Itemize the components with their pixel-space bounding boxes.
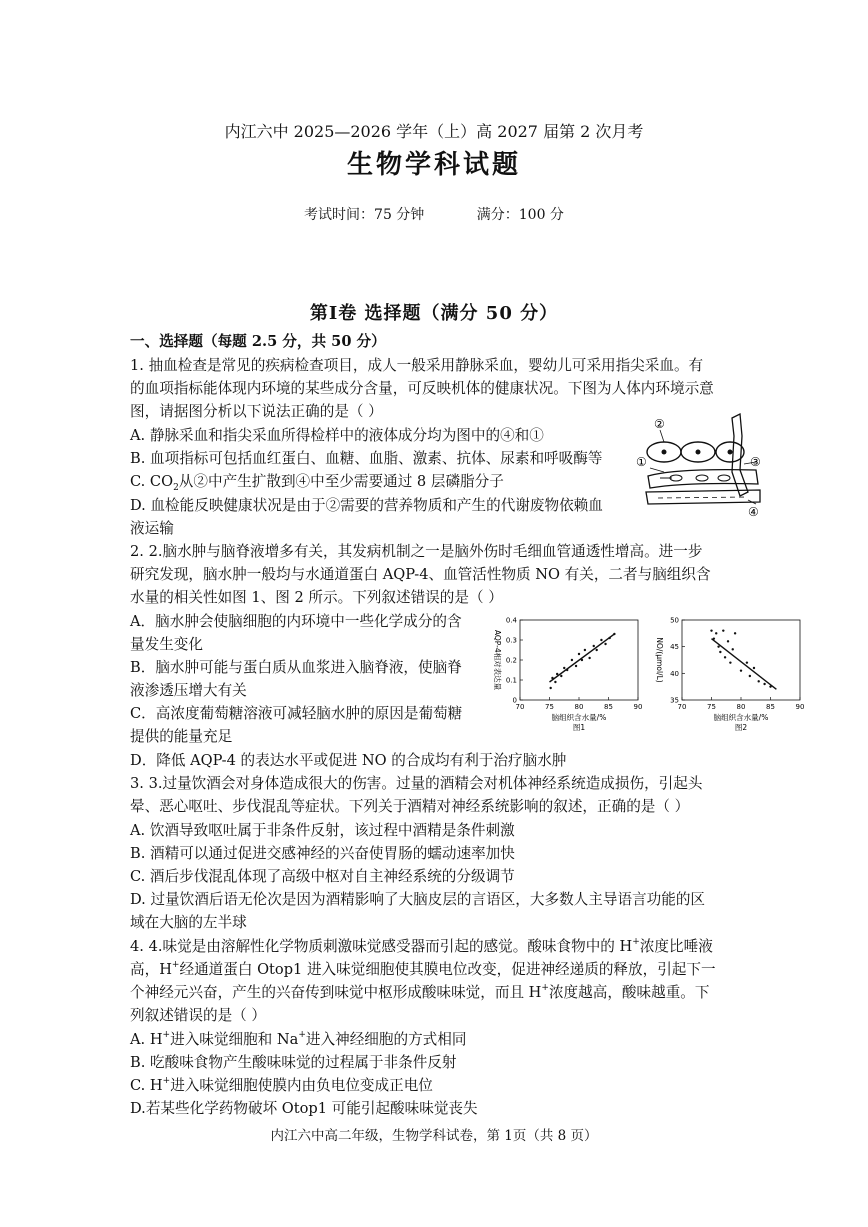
y-tick-label: 40: [670, 669, 679, 678]
q2-option-a-cont: 量发生变化: [130, 636, 203, 653]
exam-time: 考试时间：75 分钟: [304, 207, 425, 223]
data-point: [710, 629, 712, 631]
q1-stem-line: 图，请据图分析以下说法正确的是（ ）: [130, 403, 383, 420]
q4-stem-line: 个神经元兴奋，产生的兴奋传到味觉中枢形成酸味味觉，而且 H+浓度越高，酸味越重。下: [130, 983, 710, 1001]
exam-score: 满分：100 分: [476, 207, 564, 223]
data-point: [717, 645, 719, 647]
page-footer: 内江六中高二年级，生物学科试卷，第 1页（共 8 页）: [270, 1128, 598, 1144]
q2-option-a: A．脑水肿会使脑细胞的内环境中一些化学成分的含: [130, 613, 462, 630]
q2-stem-line: 2. 2.脑水肿与脑脊液增多有关，其发病机制之一是脑外伤时毛细血管通透性增高。进一步: [130, 543, 703, 560]
trend-line: [712, 639, 777, 690]
x-axis-label: 脑组织含水量/%: [713, 713, 769, 722]
data-point: [763, 683, 765, 685]
x-axis-label: 脑组织含水量/%: [551, 713, 607, 722]
chart-title: 图1: [572, 723, 586, 732]
q2-option-d: D．降低 AQP-4 的表达水平或促进 NO 的合成均有利于治疗脑水肿: [130, 752, 567, 769]
q2-stem-line: 研究发现，脑水肿一般均与水通道蛋白 AQP-4、血管活性物质 NO 有关，二者与脑组织含: [130, 566, 711, 583]
data-point: [571, 659, 573, 661]
x-tick-label: 90: [795, 703, 805, 711]
q3-stem-line: 晕、恶心呕吐、步伐混乱等症状。下列关于酒精对神经系统影响的叙述，正确的是（ ）: [130, 798, 690, 815]
data-point: [584, 649, 586, 651]
x-tick-label: 85: [604, 703, 613, 711]
data-point: [727, 640, 729, 642]
data-point: [593, 645, 595, 647]
data-point: [554, 681, 556, 683]
q1-option-d-cont: 液运输: [130, 520, 174, 537]
q1-stem-line: 的血项指标能体现内环境的某些成分含量，可反映机体的健康状况。下图为人体内环境示意: [130, 380, 714, 397]
y-axis-label: NO/(μmol/L): [655, 637, 664, 683]
data-point: [749, 675, 751, 677]
q4-stem-line: 高，H+经通道蛋白 Otop1 进入味觉细胞使其膜电位改变，促进神经递质的释放，引起下一: [130, 960, 716, 978]
y-tick-label: 50: [670, 616, 679, 625]
data-point: [746, 661, 748, 663]
chart-title: 图2: [734, 723, 748, 732]
q3-option-c: C. 酒后步伐混乱体现了高级中枢对自主神经系统的分级调节: [130, 868, 515, 885]
data-point: [758, 680, 760, 682]
diagram-label-1: ①: [636, 455, 647, 469]
q1-option-d: D. 血检能反映健康状况是由于②需要的营养物质和产生的代谢废物依赖血: [130, 497, 603, 514]
x-tick-label: 80: [736, 703, 746, 711]
y-axis-label: AQP-4相对表达量: [493, 629, 502, 691]
x-tick-label: 75: [707, 703, 716, 711]
chart-figure-2: [648, 612, 808, 732]
section-title: 第Ⅰ卷 选择题（满分 50 分）: [309, 303, 559, 324]
q2-option-c: C．高浓度葡萄糖溶液可减轻脑水肿的原因是葡萄糖: [130, 705, 463, 722]
diagram-label-4: ④: [748, 505, 759, 519]
data-point: [600, 639, 602, 641]
data-point: [729, 661, 731, 663]
q3-option-d: D. 过量饮酒后语无伦次是因为酒精影响了大脑皮层的言语区，大多数人主导语言功能的区: [130, 891, 706, 908]
x-tick-label: 70: [515, 703, 525, 711]
diagram-label-2: ②: [654, 417, 665, 431]
q1-option-c: C. $CO_2$从②中产生扩散到④中至少需要通过 8 层磷脂分子: [130, 473, 504, 493]
q1-option-a: A. 静脉采血和指尖采血所得检样中的液体成分均为图中的④和①: [130, 427, 544, 444]
data-point: [715, 632, 717, 634]
q1-stem-line: 1. 抽血检查是常见的疾病检查项目，成人一般采用静脉采血，婴幼儿可采用指尖采血。有: [130, 357, 704, 374]
data-point: [734, 632, 736, 634]
data-point: [575, 665, 577, 667]
y-tick-label: 0.1: [505, 676, 517, 685]
x-tick-label: 70: [677, 703, 687, 711]
school-header: 内江六中 2025—2026 学年（上）高 2027 届第 2 次月考: [224, 122, 644, 141]
q3-option-d-cont: 域在大脑的左半球: [130, 914, 247, 931]
q1-option-b: B. 血项指标可包括血红蛋白、血糖、血脂、激素、抗体、尿素和呼吸酶等: [130, 450, 603, 467]
y-tick-label: 0.2: [505, 656, 517, 665]
diagram-label-3: ③: [750, 455, 761, 469]
plot-frame: [682, 620, 800, 700]
data-point: [578, 653, 580, 655]
q4-option-d: D.若某些化学药物破坏 Otop1 可能引起酸味味觉丧失: [130, 1100, 478, 1117]
q4-stem-line: 列叙述错误的是（ ）: [130, 1007, 266, 1024]
trend-line: [550, 634, 615, 682]
data-point: [724, 656, 726, 658]
q2-option-b-cont: 液渗透压增大有关: [130, 682, 247, 699]
y-tick-label: 45: [670, 643, 679, 652]
q2-stem-line: 水量的相关性如图 1、图 2 所示。下列叙述错误的是（ ）: [130, 589, 503, 606]
x-tick-label: 85: [766, 703, 775, 711]
data-point: [604, 643, 606, 645]
chart-figure-1: [486, 612, 646, 732]
data-point: [563, 667, 565, 669]
data-point: [596, 649, 598, 651]
q3-option-b: B. 酒精可以通过促进交感神经的兴奋使胃肠的蠕动速率加快: [130, 845, 515, 862]
data-point: [732, 648, 734, 650]
q4-option-c: C. H+进入味觉细胞使膜内由负电位变成正电位: [130, 1076, 433, 1094]
data-point: [719, 651, 721, 653]
y-tick-label: 35: [670, 696, 679, 705]
data-point: [722, 629, 724, 631]
q3-option-a: A. 饮酒导致呕吐属于非条件反射，该过程中酒精是条件刺激: [130, 822, 515, 839]
subject-title: 生物学科试题: [346, 150, 521, 180]
data-point: [740, 669, 742, 671]
exam-meta: [0, 204, 868, 227]
y-tick-label: 0: [512, 696, 517, 705]
q2-option-b: B．脑水肿可能与蛋白质从血浆进入脑脊液，使脑脊: [130, 659, 462, 676]
y-tick-label: 0.4: [505, 616, 517, 625]
data-point: [560, 675, 562, 677]
x-tick-label: 75: [545, 703, 554, 711]
q4-option-b: B. 吃酸味食物产生酸味味觉的过程属于非条件反射: [130, 1054, 457, 1071]
data-point: [549, 687, 551, 689]
x-tick-label: 90: [633, 703, 643, 711]
data-point: [588, 657, 590, 659]
part-title: 一、选择题（每题 2.5 分，共 50 分）: [130, 333, 386, 350]
data-point: [753, 667, 755, 669]
q4-stem-line: 4. 4.味觉是由溶解性化学物质刺激味觉感受器而引起的感觉。酸味食物中的 H+浓度比唾液: [130, 937, 713, 955]
q4-option-a: A. H+进入味觉细胞和 Na+进入神经细胞的方式相同: [130, 1030, 467, 1048]
internal-environment-diagram: [636, 412, 772, 520]
y-tick-label: 0.3: [505, 636, 517, 645]
q3-stem-line: 3. 3.过量饮酒会对身体造成很大的伤害。过量的酒精会对机体神经系统造成损伤，引起头: [130, 775, 703, 792]
x-tick-label: 80: [574, 703, 584, 711]
q2-option-c-cont: 提供的能量充足: [130, 728, 233, 745]
